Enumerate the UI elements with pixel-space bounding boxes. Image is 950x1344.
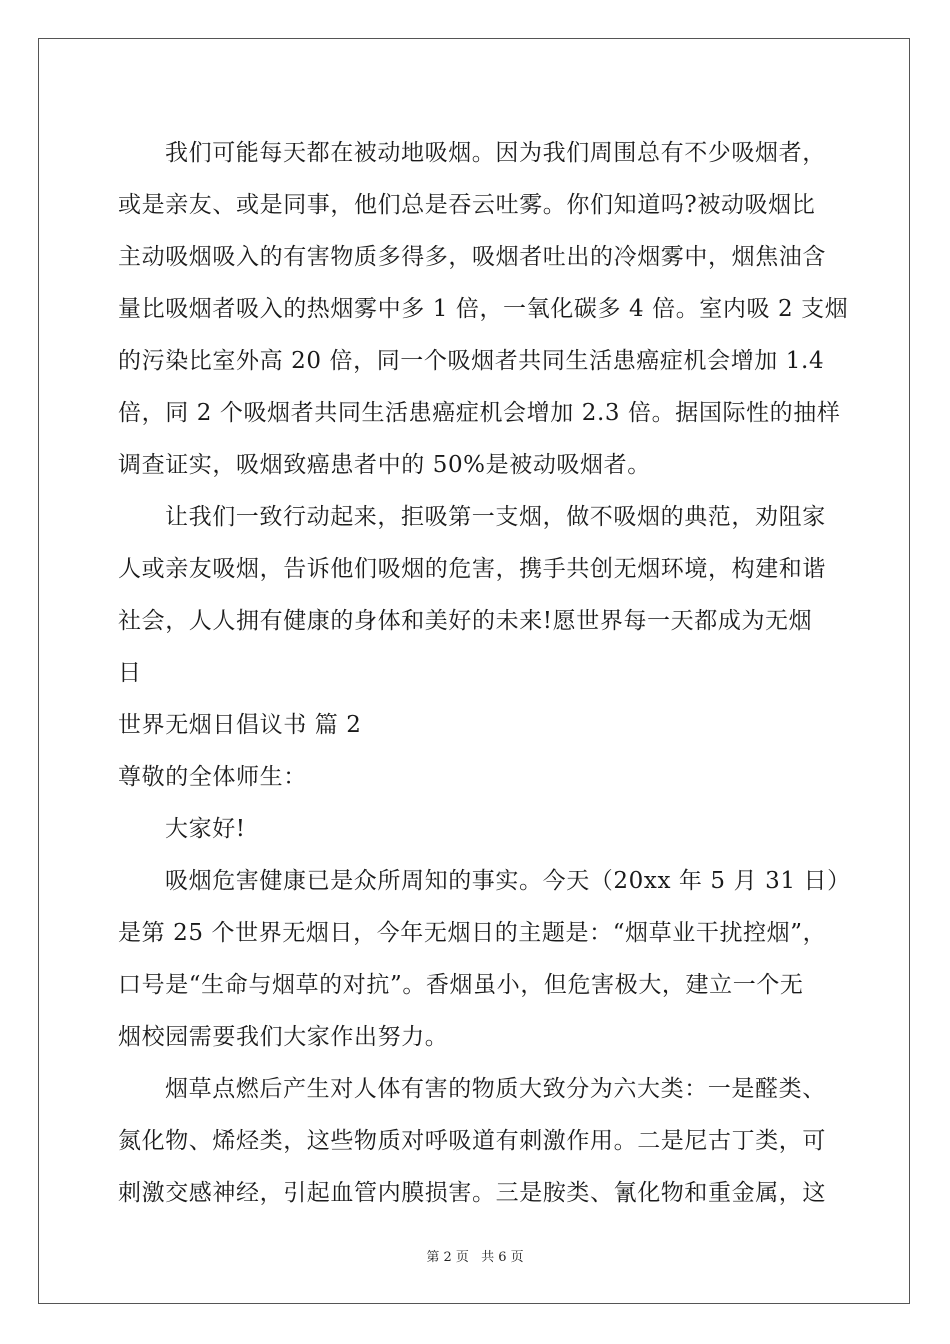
text-line: 让我们一致行动起来，拒吸第一支烟，做不吸烟的典范，劝阻家: [165, 504, 826, 530]
text-line: 口号是“生命与烟草的对抗”。香烟虽小，但危害极大，建立一个无: [118, 972, 804, 998]
text-line: 吸烟危害健康已是众所周知的事实。今天（20xx 年 5 月 31 日）: [165, 868, 851, 894]
page-number: 第 2 页: [426, 1250, 469, 1265]
text-line: 我们可能每天都在被动地吸烟。因为我们周围总有不少吸烟者，: [165, 140, 826, 166]
text-line: 是第 25 个世界无烟日，今年无烟日的主题是：“烟草业干扰控烟”，: [118, 920, 827, 946]
document-body: [118, 127, 851, 1219]
text-line: 人或亲友吸烟，告诉他们吸烟的危害，携手共创无烟环境，构建和谐: [118, 556, 826, 582]
text-line: 调查证实，吸烟致癌患者中的 50%是被动吸烟者。: [118, 452, 651, 478]
greeting: 大家好!: [165, 816, 246, 842]
section-heading: 世界无烟日倡议书 篇 2: [118, 712, 362, 738]
text-line: 烟草点燃后产生对人体有害的物质大致分为六大类：一是醛类、: [165, 1076, 826, 1102]
text-line: 日: [118, 660, 142, 686]
text-line: 社会，人人拥有健康的身体和美好的未来!愿世界每一天都成为无烟: [118, 608, 813, 634]
text-line: 刺激交感神经，引起血管内膜损害。三是胺类、氰化物和重金属，这: [118, 1180, 826, 1206]
text-line: 或是亲友、或是同事，他们总是吞云吐雾。你们知道吗?被动吸烟比: [118, 192, 816, 218]
page-footer: [0, 1246, 950, 1265]
text-line: 的污染比室外高 20 倍，同一个吸烟者共同生活患癌症机会增加 1.4: [118, 348, 825, 374]
text-line: 主动吸烟吸入的有害物质多得多，吸烟者吐出的冷烟雾中，烟焦油含: [118, 244, 826, 270]
salutation: 尊敬的全体师生：: [118, 764, 307, 790]
text-line: 量比吸烟者吸入的热烟雾中多 1 倍，一氧化碳多 4 倍。室内吸 2 支烟: [118, 296, 849, 322]
text-line: 烟校园需要我们大家作出努力。: [118, 1024, 449, 1050]
page-total: 共 6 页: [481, 1250, 524, 1265]
text-line: 倍，同 2 个吸烟者共同生活患癌症机会增加 2.3 倍。据国际性的抽样: [118, 400, 841, 426]
text-line: 氮化物、烯烃类，这些物质对呼吸道有刺激作用。二是尼古丁类，可: [118, 1128, 826, 1154]
